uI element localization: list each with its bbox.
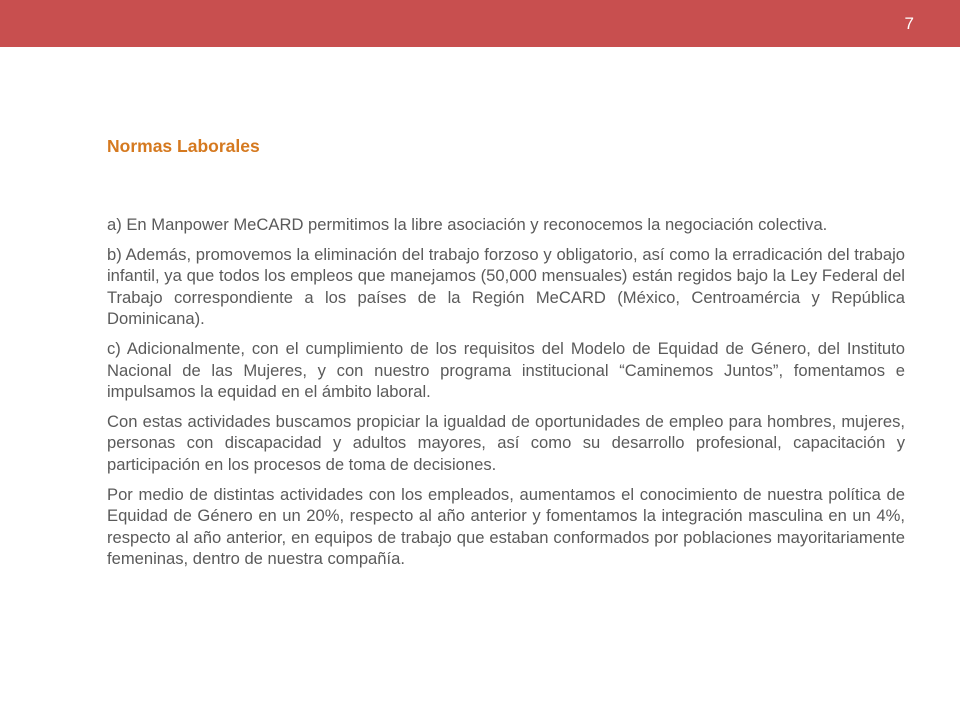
top-banner	[0, 0, 960, 47]
paragraph-activities: Con estas actividades buscamos propiciar la igualdad de oportunidades de empleo para hombres, mujeres, personas con discapacidad y adultos mayores, así como su desarrollo profesional, capacitación y participación en los procesos de toma de decisiones.	[107, 411, 905, 474]
page-number: 7	[904, 14, 914, 33]
paragraph-b: b) Además, promovemos la eliminación del trabajo forzoso y obligatorio, así como la erradicación del trabajo infantil, ya que todos los empleos que manejamos (50,000 mensuales) están regidos bajo la Ley Federal del Trabajo correspondiente a los países de la Región MeCARD (México, Centroamércia y República Dominicana).	[107, 244, 905, 329]
paragraph-a: a) En Manpower MeCARD permitimos la libre asociación y reconocemos la negociación colectiva.	[107, 215, 828, 234]
paragraph-results: Por medio de distintas actividades con los empleados, aumentamos el conocimiento de nuestra política de Equidad de Género en un 20%, respecto al año anterior y fomentamos la integración masculina en un 4%, respecto al año anterior, en equipos de trabajo que estaban conformados por poblaciones mayoritariamente femeninas, dentro de nuestra compañía.	[107, 484, 905, 569]
paragraph-c: c) Adicionalmente, con el cumplimiento de los requisitos del Modelo de Equidad de Género, del Instituto Nacional de las Mujeres, y con nuestro programa institucional “Caminemos Juntos”, fomentamos e impulsamos la equidad en el ámbito laboral.	[107, 338, 905, 402]
slide-title: Normas Laborales	[107, 136, 260, 156]
slide-content	[107, 136, 905, 578]
